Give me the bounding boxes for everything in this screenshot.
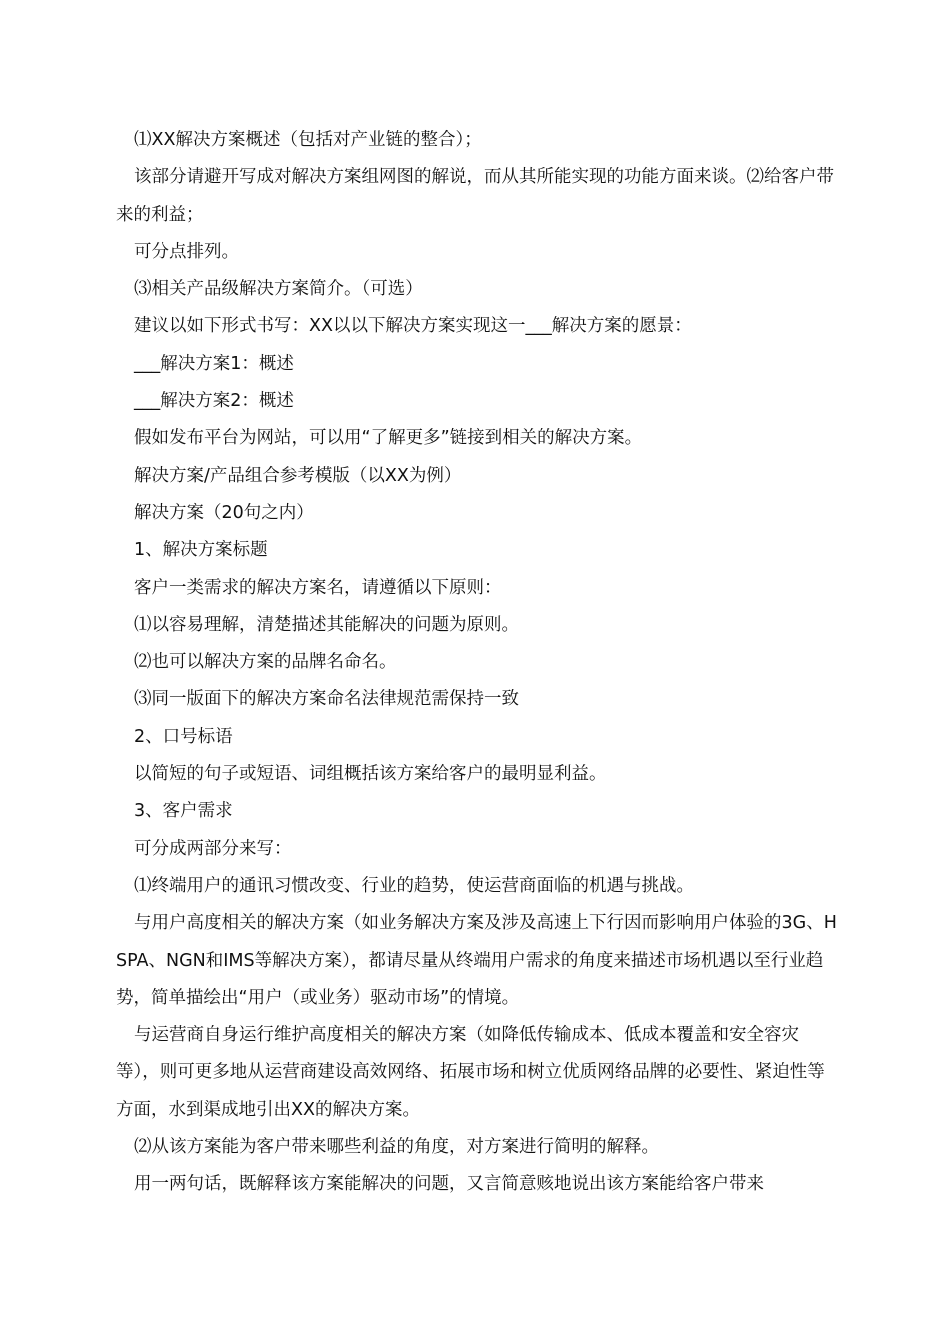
document-body — [116, 122, 840, 1204]
paragraph-user-related-solutions: 与用户高度相关的解决方案（如业务解决方案及涉及高速上下行因而影响用户体验的3G、HSPA、NGN和IMS等解决方案），都请尽量从终端用户需求的角度来描述市场机遇以至行业趋势，简单描绘出“用户（或业务）驱动市场”的情境。 — [116, 913, 837, 1008]
paragraph-customer-benefits: ⑵从该方案能为客户带来哪些利益的角度，对方案进行简明的解释。 — [134, 1137, 659, 1158]
paragraph-solution-1: ___解决方案1：概述 — [134, 353, 294, 374]
paragraph-solution-limit: 解决方案（20句之内） — [134, 502, 314, 523]
paragraph-one-two-sentences: 用一两句话，既解释该方案能解决的问题，又言简意赅地说出该方案能给客户带来 — [134, 1174, 764, 1195]
paragraph-website-link: 假如发布平台为网站，可以用“了解更多”链接到相关的解决方案。 — [134, 428, 643, 449]
paragraph-two-parts: 可分成两部分来写： — [134, 838, 292, 859]
paragraph-solution-overview: ⑴XX解决方案概述（包括对产业链的整合）； — [134, 130, 482, 150]
paragraph-product-intro: ⑶相关产品级解决方案简介。（可选） — [134, 279, 423, 300]
paragraph-principle-3: ⑶同一版面下的解决方案命名法律规范需保持一致 — [134, 689, 519, 710]
paragraph-principle-1: ⑴以容易理解，清楚描述其能解决的问题为原则。 — [134, 614, 519, 635]
heading-customer-needs: 3、客户需求 — [134, 801, 233, 822]
paragraph-end-user-habits: ⑴终端用户的通讯习惯改变、行业的趋势，使运营商面临的机遇与挑战。 — [134, 875, 694, 896]
paragraph-template-reference: 解决方案/产品组合参考模版（以XX为例） — [134, 465, 462, 486]
paragraph-list-points: 可分点排列。 — [134, 241, 239, 262]
paragraph-operator-related-solutions: 与运营商自身运行维护高度相关的解决方案（如降低传输成本、低成本覆盖和安全容灾等），则可更多地从运营商建设高效网络、拓展市场和树立优质网络品牌的必要性、紧迫性等方面，水到渠成地引出XX的解决方案。 — [116, 1025, 825, 1120]
heading-solution-title: 1、解决方案标题 — [134, 540, 268, 561]
paragraph-principle-2: ⑵也可以解决方案的品牌名命名。 — [134, 652, 397, 673]
paragraph-naming-principles: 客户一类需求的解决方案名，请遵循以下原则： — [134, 577, 502, 598]
paragraph-solution-2: ___解决方案2：概述 — [134, 391, 294, 412]
heading-slogan: 2、口号标语 — [134, 726, 233, 747]
paragraph-suggested-format: 建议以如下形式书写：XX以以下解决方案实现这一___解决方案的愿景： — [134, 316, 692, 337]
paragraph-slogan-desc: 以简短的句子或短语、词组概括该方案给客户的最明显利益。 — [134, 764, 607, 785]
paragraph-avoid-network-diagram: 该部分请避开写成对解决方案组网图的解说，而从其所能实现的功能方面来谈。⑵给客户带来的利益； — [116, 167, 834, 225]
